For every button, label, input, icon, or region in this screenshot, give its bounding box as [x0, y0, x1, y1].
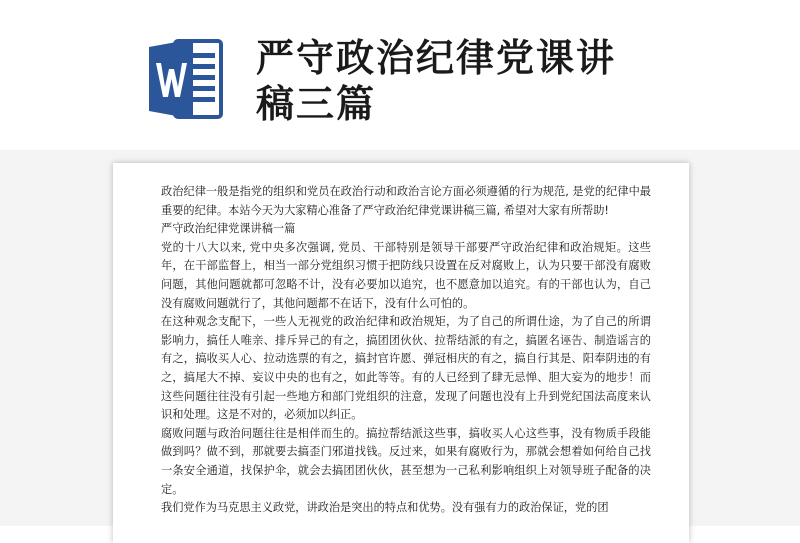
page-title: 严守政治纪律党课讲 稿三篇: [256, 36, 617, 126]
word-document-icon: [147, 37, 225, 121]
body-paragraph: 腐败问题与政治问题往往是相伴而生的。搞拉帮结派这些事，搞收买人心这些事，没有物质手段能做到吗？做不到，那就要去搞歪门邪道找钱。反过来，如果有腐败行为，那就会想着如何给自己找一条安全通道，找保护伞，就会去搞团团伙伙，甚至想为一己私利影响组织上对领导班子配备的决定。: [161, 426, 651, 496]
section-heading: 严守政治纪律党课讲稿一篇: [161, 222, 296, 236]
document-page: [113, 163, 689, 543]
document-body: [161, 183, 651, 518]
body-paragraph: 在这种观念支配下，一些人无视党的政治纪律和政治规矩，为了自己的所谓仕途，为了自己的所谓影响力，搞任人唯亲、排斥异己的有之，搞团团伙伙、拉帮结派的有之，搞匿名诬告、制造谣言的有之，搞收买人心、拉动选票的有之，搞封官许愿、弹冠相庆的有之，搞自行其是、阳奉阴违的有之，搞尾大不掉、妄议中央的也有之，如此等等。有的人已经到了肆无忌惮、胆大妄为的地步！而这些问题往往没有引起一些地方和部门党组织的注意，发现了问题也没有上升到党纪国法高度来认识和处理。这是不对的，必须加以纠正。: [161, 315, 651, 422]
body-paragraph: 党的十八大以来, 党中央多次强调, 党员、干部特别是领导干部要严守政治纪律和政治规矩。这些年，在干部监督上，相当一部分党组织习惯于把防线只设置在反对腐败上，认为只要干部没有腐败问题，其他问题就都可忽略不计，没有必要加以追究，也不愿意加以追究。有的干部也认为，自己没有腐败问题就行了，其他问题都不在话下，没有什么可怕的。: [161, 240, 651, 310]
body-paragraph: 我们党作为马克思主义政党，讲政治是突出的特点和优势。没有强有力的政治保证，党的团: [161, 501, 609, 515]
intro-paragraph: 政治纪律一般是指党的组织和党员在政治行动和政治言论方面必须遵循的行为规范, 是党的纪律中最重要的纪律。本站今天为大家精心准备了严守政治纪律党课讲稿三篇, 希望对大家有所帮助!: [161, 185, 651, 217]
page-header: [0, 0, 800, 150]
